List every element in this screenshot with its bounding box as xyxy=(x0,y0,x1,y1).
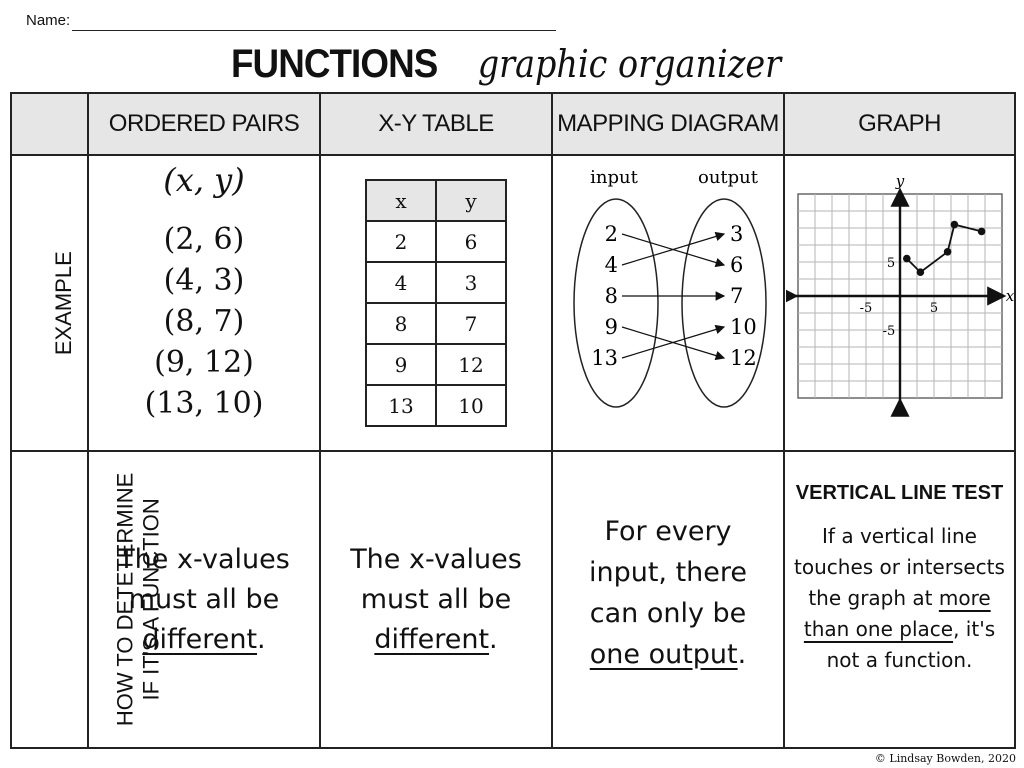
output-oval xyxy=(682,199,766,407)
table-row xyxy=(366,385,506,426)
y-cell: 6 xyxy=(436,221,506,262)
how-text-underlined: different xyxy=(142,623,258,655)
ordered-pair: (9, 12) xyxy=(154,345,254,380)
mapping-input: 8 xyxy=(604,284,618,308)
xy-header-y: y xyxy=(436,180,506,221)
x-cell: 2 xyxy=(366,221,436,262)
x-axis-label: x xyxy=(1005,287,1014,305)
ordered-pair: (8, 7) xyxy=(163,304,245,339)
mapping-diagram xyxy=(554,156,782,446)
title-main: FUNCTIONS xyxy=(231,42,438,86)
row-label-how xyxy=(11,451,164,748)
how-text-end: . xyxy=(489,623,498,655)
page-title xyxy=(0,42,1024,87)
y-tick-label: -5 xyxy=(882,324,895,339)
row-label-example xyxy=(11,155,88,451)
mapping-output: 6 xyxy=(730,253,744,277)
mapping-input: 13 xyxy=(591,346,618,370)
y-cell: 3 xyxy=(436,262,506,303)
xy-header-x: x xyxy=(366,180,436,221)
output-label: output xyxy=(697,167,759,188)
coordinate-graph xyxy=(786,156,1014,446)
mapping-input: 9 xyxy=(604,315,618,339)
mapping-output: 10 xyxy=(730,315,757,339)
graph-point xyxy=(903,255,911,263)
x-cell: 4 xyxy=(366,262,436,303)
graph-point xyxy=(943,248,951,256)
graph-point xyxy=(950,221,958,229)
how-label-line2: IF IT'S A FUNCTION xyxy=(138,498,164,701)
example-mapping xyxy=(552,155,784,451)
example-graph xyxy=(784,155,1015,451)
graphic-organizer-table xyxy=(10,92,1016,749)
table-row xyxy=(366,344,506,385)
ordered-pair: (13, 10) xyxy=(144,386,264,421)
x-cell: 13 xyxy=(366,385,436,426)
how-text: The x-values must all be xyxy=(350,543,522,615)
how-text-underlined: one output xyxy=(589,638,738,670)
header-graph: GRAPH xyxy=(784,93,1015,155)
name-line[interactable] xyxy=(72,30,556,31)
how-label xyxy=(112,473,165,726)
how-mapping xyxy=(552,451,784,748)
table-row xyxy=(366,303,506,344)
mapping-input: 2 xyxy=(604,222,618,246)
how-text-underlined: more than one place xyxy=(803,586,991,641)
how-text-end: , it's not a function. xyxy=(826,617,996,672)
how-label-line1: HOW TO DETETERMINE xyxy=(112,472,138,727)
x-cell: 9 xyxy=(366,344,436,385)
title-script: graphic organizer xyxy=(477,42,781,86)
y-cell: 12 xyxy=(436,344,506,385)
example-ordered-pairs xyxy=(88,155,320,451)
mapping-output: 3 xyxy=(730,222,744,246)
graph-point xyxy=(977,228,985,236)
header-xy-table: X-Y TABLE xyxy=(320,93,552,155)
table-row xyxy=(366,221,506,262)
copyright-notice: © Lindsay Bowden, 2020 xyxy=(874,752,1016,765)
vertical-line-test-title: VERTICAL LINE TEST xyxy=(795,482,1004,504)
y-axis-label: y xyxy=(895,172,904,190)
graph-point xyxy=(916,268,924,276)
how-text: If a vertical line touches or intersects the graph at xyxy=(794,524,1005,610)
xy-table xyxy=(365,179,507,427)
x-cell: 8 xyxy=(366,303,436,344)
y-tick-label: 5 xyxy=(886,256,895,271)
y-cell: 10 xyxy=(436,385,506,426)
how-text-end: . xyxy=(737,638,747,670)
example-label: EXAMPLE xyxy=(50,251,76,355)
mapping-output: 7 xyxy=(730,284,744,308)
name-label: Name: xyxy=(26,12,71,29)
y-cell: 7 xyxy=(436,303,506,344)
table-row xyxy=(366,262,506,303)
header-ordered-pairs: ORDERED PAIRS xyxy=(88,93,320,155)
pair-notation: (x, y) xyxy=(163,161,245,199)
x-tick-label: -5 xyxy=(859,301,872,316)
x-tick-label: 5 xyxy=(929,301,938,316)
header-mapping-diagram: MAPPING DIAGRAM xyxy=(552,93,784,155)
how-text-end: . xyxy=(257,623,266,655)
corner-cell xyxy=(11,93,88,155)
how-graph xyxy=(784,451,1015,748)
how-text-underlined: different xyxy=(374,623,490,655)
example-xy-table xyxy=(320,155,552,451)
how-text: For every input, there can only be xyxy=(588,515,748,629)
input-label: input xyxy=(590,167,638,188)
ordered-pair: (4, 3) xyxy=(163,263,245,298)
mapping-input: 4 xyxy=(604,253,618,277)
how-xy-table xyxy=(320,451,552,748)
how-text: The x-values must all be xyxy=(118,543,290,615)
ordered-pair: (2, 6) xyxy=(163,222,245,257)
mapping-output: 12 xyxy=(730,346,757,370)
